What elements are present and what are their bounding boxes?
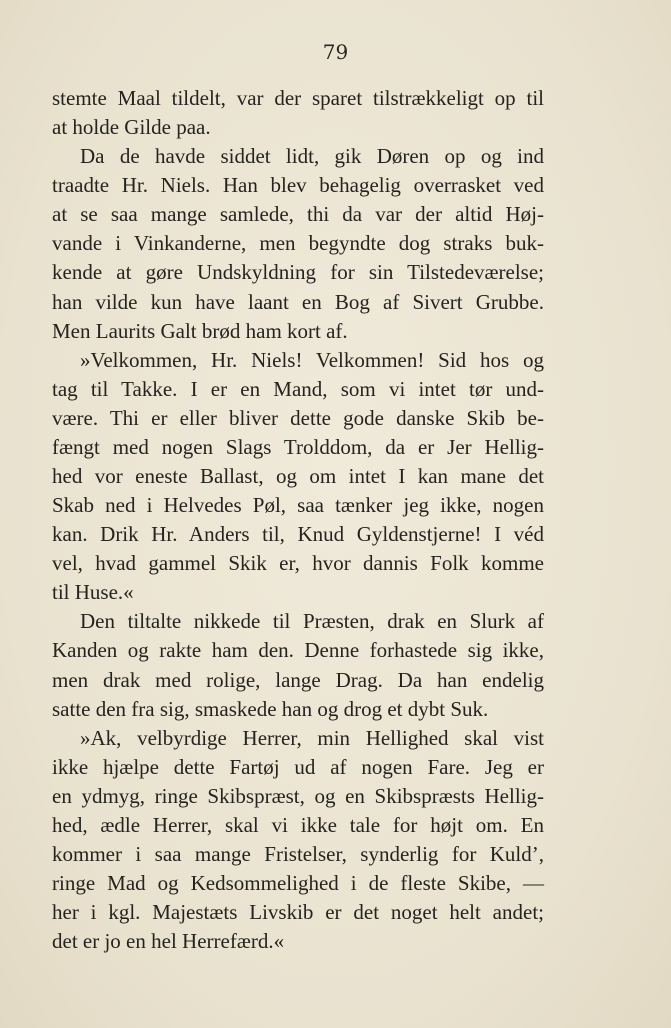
text-line: en ydmyg, ringe Skibspræst, og en Skibspræsts Hellig- (52, 783, 544, 808)
text-line: at se saa mange samlede, thi da var der altid Høj- (52, 202, 544, 227)
text-line: »Ak, velbyrdige Herrer, min Hellighed skal vist (80, 725, 544, 750)
text-line: her i kgl. Majestæts Livskib er det noget helt andet; (52, 900, 544, 925)
text-line: Men Laurits Galt brød ham kort af. (52, 318, 348, 343)
text-line: vande i Vinkanderne, men begyndte dog straks buk- (52, 231, 544, 256)
text-line: Da de havde siddet lidt, gik Døren op og ind (80, 144, 544, 169)
text-line: men drak med rolige, lange Drag. Da han endelig (52, 667, 544, 692)
text-line: tag til Takke. I er en Mand, som vi intet tør und- (52, 376, 544, 401)
text-line: ikke hjælpe dette Fartøj ud af nogen Fare. Jeg er (52, 754, 544, 779)
text-line: satte den fra sig, smaskede han og drog et dybt Suk. (52, 696, 489, 721)
text-line: han vilde kun have laant en Bog af Sivert Grubbe. (52, 289, 544, 314)
text-line: være. Thi er eller bliver dette gode danske Skib be- (52, 405, 544, 430)
text-line: kan. Drik Hr. Anders til, Knud Gyldenstjerne! I véd (52, 522, 544, 547)
text-line: Kanden og rakte ham den. Denne forhastede sig ikke, (52, 638, 544, 663)
text-line: vel, hvad gammel Skik er, hvor dannis Folk komme (52, 551, 544, 576)
text-line: fængt med nogen Slags Trolddom, da er Jer Hellig- (52, 434, 544, 459)
text-line: ringe Mad og Kedsommelighed i de fleste Skibe, — (52, 871, 544, 896)
text-line: »Velkommen, Hr. Niels! Velkommen! Sid hos og (80, 347, 544, 372)
page-number: 79 (322, 40, 349, 64)
text-line: stemte Maal tildelt, var der sparet tilstrækkeligt op til (52, 86, 544, 110)
text-line: Den tiltalte nikkede til Præsten, drak en Slurk af (80, 609, 544, 634)
text-line: at holde Gilde paa. (52, 115, 211, 140)
text-line: til Huse.« (52, 580, 134, 605)
text-line: kende at gøre Undskyldning for sin Tilstedeværelse; (52, 260, 544, 285)
body-text (52, 84, 544, 956)
text-line: hed, ædle Herrer, skal vi ikke tale for højt om. En (52, 812, 544, 837)
text-line: kommer i saa mange Fristelser, synderlig for Kuld’, (52, 842, 544, 867)
text-line: Skab ned i Helvedes Pøl, saa tænker jeg ikke, nogen (52, 493, 544, 518)
text-line: det er jo en hel Herrefærd.« (52, 929, 285, 954)
text-line: hed vor eneste Ballast, og om intet I kan mane det (52, 464, 544, 489)
text-line: traadte Hr. Niels. Han blev behagelig overrasket ved (52, 173, 544, 198)
